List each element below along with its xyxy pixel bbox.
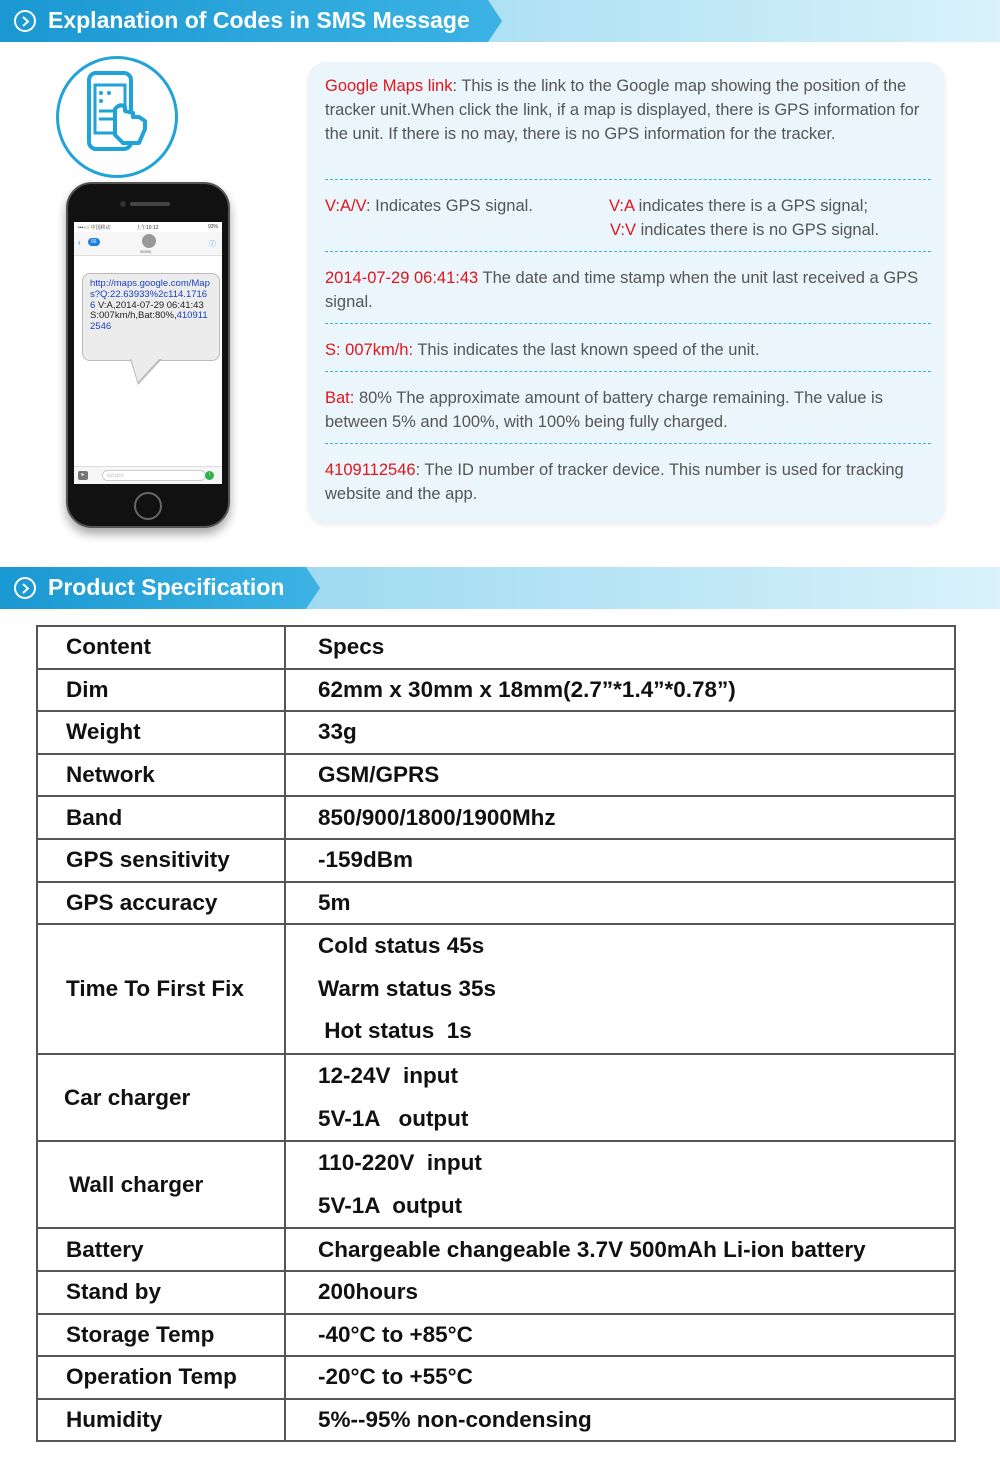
chevron-circle-icon xyxy=(14,10,36,32)
spec-value: Chargeable changeable 3.7V 500mAh Li-ion battery xyxy=(285,1228,955,1271)
spec-value: 200hours xyxy=(285,1271,955,1314)
spec-label: GPS sensitivity xyxy=(37,839,285,882)
table-row xyxy=(37,796,955,839)
spec-label: Network xyxy=(37,754,285,797)
spec-label: Weight xyxy=(37,711,285,754)
clock-label: 上午10:12 xyxy=(136,225,159,231)
spec-value: Cold status 45s xyxy=(318,933,485,959)
spec-label: Car charger xyxy=(37,1054,285,1141)
spec-label: Battery xyxy=(37,1228,285,1271)
spec-value: GSM/GPRS xyxy=(285,754,955,797)
spec-section-banner xyxy=(0,567,1000,609)
spec-label: Dim xyxy=(37,669,285,712)
spec-label: Wall charger xyxy=(37,1141,285,1228)
sms-bubble xyxy=(82,273,220,361)
message-nav-bar xyxy=(74,232,222,256)
spec-value: 5m xyxy=(285,882,955,925)
explanation-gps-signal: V:A/V: Indicates GPS signal. xyxy=(325,197,533,215)
header-content: Content xyxy=(37,626,285,669)
explanation-va: V:A indicates there is a GPS signal; xyxy=(609,197,868,215)
explanation-device-id: 4109112546: The ID number of tracker device. This number is used for tracking website and the app. xyxy=(325,461,904,503)
table-row xyxy=(37,924,955,1054)
contact-number: 55555 xyxy=(140,249,152,254)
table-row xyxy=(37,1356,955,1399)
spec-value: 5V-1A output xyxy=(318,1192,463,1218)
table-row xyxy=(37,1228,955,1271)
spec-value: Hot status 1s xyxy=(318,1018,472,1044)
table-row xyxy=(37,1141,955,1228)
spec-table xyxy=(36,625,956,1442)
spec-value: 850/900/1800/1900Mhz xyxy=(285,796,955,839)
message-input-bar xyxy=(74,466,222,484)
explanation-timestamp: 2014-07-29 06:41:43 The date and time stamp when the unit last received a GPS signal. xyxy=(325,269,919,311)
sms-body: V:A,2014-07-29 06:41:43 S:007km/h,Bat:80%, xyxy=(90,299,204,322)
table-row xyxy=(37,1054,955,1141)
speaker xyxy=(130,202,170,206)
sms-device-id[interactable]: 4109112546 xyxy=(90,310,208,333)
chevron-circle-icon xyxy=(14,577,36,599)
camera-icon[interactable]: ▸ xyxy=(78,471,88,480)
spec-value: Warm status 35s xyxy=(318,975,496,1001)
contact-avatar[interactable] xyxy=(142,234,156,248)
explanation-battery: Bat: 80% The approximate amount of battery charge remaining. The value is between 5% and 100%, with 100% being fully charged. xyxy=(325,389,883,431)
explanation-maps-link: Google Maps link: This is the link to the Google map showing the position of the tracker unit.When click the link, if a map is displayed, there is GPS information for the unit. If there is no may, there is no GPS information for the tracker. xyxy=(325,77,920,143)
explanation-vv: V:V indicates there is no GPS signal. xyxy=(610,221,880,239)
spec-value-group xyxy=(285,924,955,1054)
spec-label: GPS accuracy xyxy=(37,882,285,925)
spec-value: -40°C to +85°C xyxy=(285,1314,955,1357)
sms-explanation-panel xyxy=(308,62,945,523)
spec-value: -20°C to +55°C xyxy=(285,1356,955,1399)
sms-section-banner xyxy=(0,0,1000,42)
phone-screen xyxy=(74,222,222,484)
chevron-left-icon[interactable]: ‹ xyxy=(78,238,81,247)
spec-label: Humidity xyxy=(37,1399,285,1442)
table-row xyxy=(37,839,955,882)
spec-value: 62mm x 30mm x 18mm(2.7”*1.4”*0.78”) xyxy=(285,669,955,712)
spec-value: 12-24V input xyxy=(318,1062,459,1088)
sms-section-title: Explanation of Codes in SMS Message xyxy=(48,7,470,33)
spec-label: Operation Temp xyxy=(37,1356,285,1399)
spec-section-title: Product Specification xyxy=(48,574,285,600)
info-icon[interactable]: ⓘ xyxy=(209,241,216,248)
table-row xyxy=(37,1314,955,1357)
spec-value: -159dBm xyxy=(285,839,955,882)
spec-value: 110-220V input xyxy=(318,1150,482,1176)
divider xyxy=(325,251,931,252)
spec-value: 5V-1A output xyxy=(318,1105,469,1131)
battery-label: 93% xyxy=(207,224,218,230)
spec-value-group xyxy=(285,1054,955,1141)
table-row xyxy=(37,1399,955,1442)
phone-mockup xyxy=(66,182,230,528)
phone-touch-icon xyxy=(56,56,178,178)
carrier-label: •••○○ 中国移动 xyxy=(78,225,111,231)
spec-value-group xyxy=(285,1141,955,1228)
table-header-row xyxy=(37,626,955,669)
spec-value: 33g xyxy=(285,711,955,754)
table-row xyxy=(37,711,955,754)
status-bar xyxy=(74,222,222,232)
spec-label: Stand by xyxy=(37,1271,285,1314)
divider xyxy=(325,179,931,180)
header-specs: Specs xyxy=(285,626,955,669)
unread-badge: 66 xyxy=(88,238,100,246)
divider xyxy=(325,371,931,372)
table-row xyxy=(37,754,955,797)
divider xyxy=(325,443,931,444)
spec-label: Band xyxy=(37,796,285,839)
divider xyxy=(325,323,931,324)
maps-link[interactable]: http://maps.google.com/Maps?Q:22.63933%2c114.17166 xyxy=(90,278,210,311)
send-icon[interactable]: ↑ xyxy=(205,471,214,480)
table-row xyxy=(37,882,955,925)
spec-label: Storage Temp xyxy=(37,1314,285,1357)
message-input[interactable]: 短信/彩信 xyxy=(102,470,206,481)
home-button xyxy=(134,492,162,520)
table-row xyxy=(37,1271,955,1314)
spec-label: Time To First Fix xyxy=(37,924,285,1054)
explanation-speed: S: 007km/h: This indicates the last known speed of the unit. xyxy=(325,341,760,359)
spec-value: 5%--95% non-condensing xyxy=(285,1399,955,1442)
table-row xyxy=(37,669,955,712)
front-camera xyxy=(120,201,126,207)
